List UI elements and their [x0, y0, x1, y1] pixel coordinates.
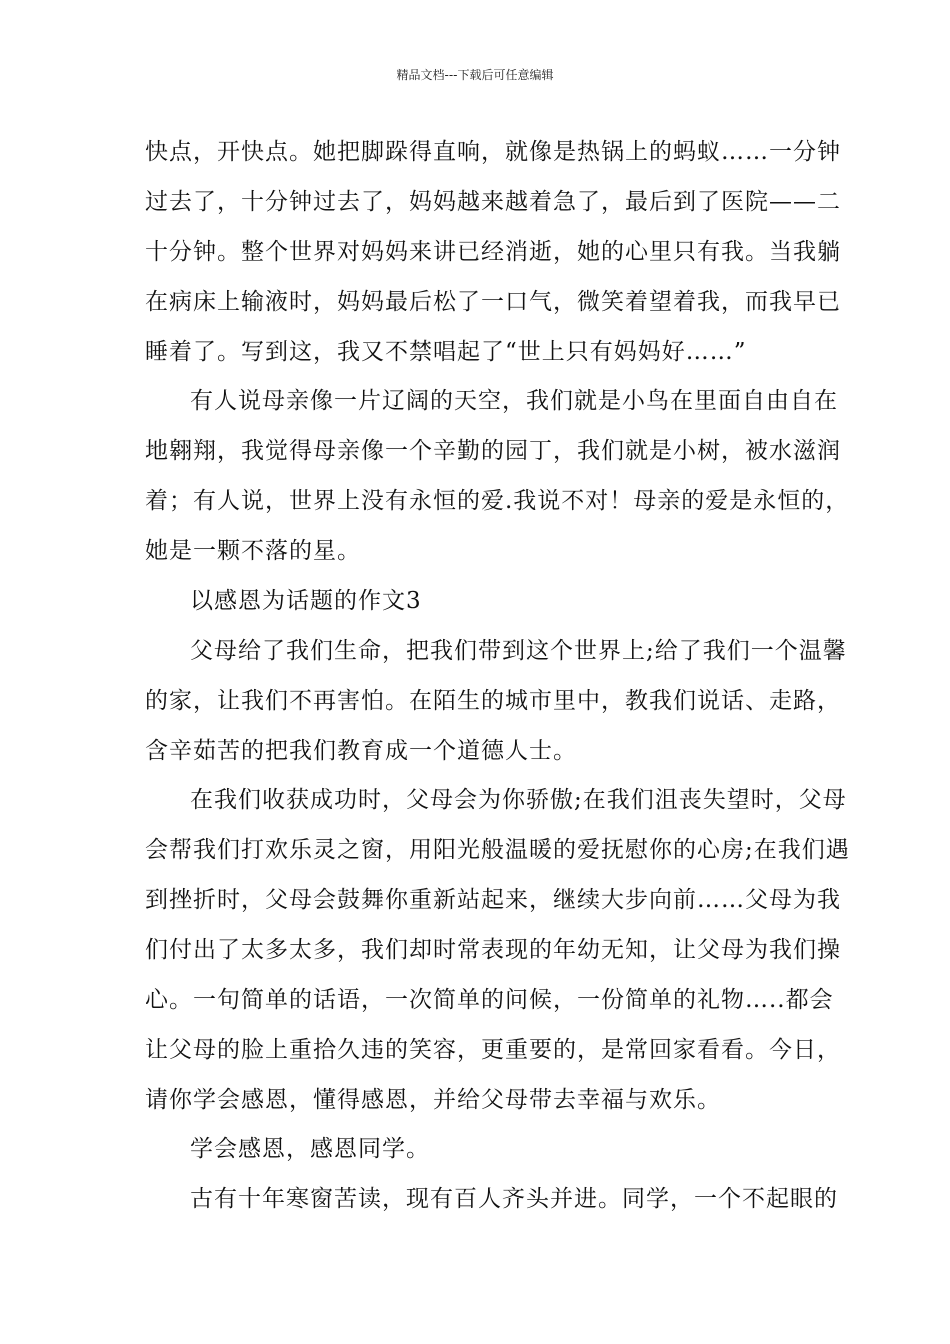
body-line: 到挫折时，父母会鼓舞你重新站起来，继续大步向前……父母为我: [145, 887, 841, 913]
body-line: 含辛茹苦的把我们教育成一个道德人士。: [145, 738, 577, 764]
body-line: 睡着了。写到这，我又不禁唱起了“世上只有妈妈好……”: [145, 339, 747, 365]
body-line: 在病床上输液时，妈妈最后松了一口气，微笑着望着我，而我早已: [145, 289, 841, 315]
body-line: 在我们收获成功时，父母会为你骄傲;在我们沮丧失望时，父母: [190, 787, 847, 813]
body-line: 她是一颗不落的星。: [145, 538, 361, 564]
body-line: 十分钟。整个世界对妈妈来讲已经消逝，她的心里只有我。当我躺: [145, 239, 841, 265]
body-line: 有人说母亲像一片辽阔的天空，我们就是小鸟在里面自由自在: [190, 388, 838, 414]
body-line: 古有十年寒窗苦读，现有百人齐头并进。同学，一个不起眼的: [190, 1186, 838, 1212]
body-line: 地翱翔，我觉得母亲像一个辛勤的园丁，我们就是小树，被水滋润: [145, 438, 841, 464]
body-line: 会帮我们打欢乐灵之窗，用阳光般温暖的爱抚慰你的心房;在我们遇: [145, 837, 850, 863]
body-line: 学会感恩，感恩同学。: [190, 1136, 430, 1162]
body-line: 让父母的脸上重拾久违的笑容，更重要的，是常回家看看。今日，: [145, 1037, 841, 1063]
body-line: 心。一句简单的话语，一次简单的问候，一份简单的礼物…..都会: [145, 987, 834, 1013]
body-line: 快点，开快点。她把脚跺得直响，就像是热锅上的蚂蚁……一分钟: [145, 139, 841, 165]
section-title: 以感恩为话题的作文3: [190, 588, 422, 614]
body-line: 们付出了太多太多，我们却时常表现的年幼无知，让父母为我们操: [145, 937, 841, 963]
page-header: 精品文档---下载后可任意编辑: [396, 68, 554, 82]
body-line: 请你学会感恩，懂得感恩，并给父母带去幸福与欢乐。: [145, 1087, 721, 1113]
body-line: 的家，让我们不再害怕。在陌生的城市里中，教我们说话、走路，: [145, 688, 841, 714]
body-line: 着；有人说，世界上没有永恒的爱.我说不对！母亲的爱是永恒的，: [145, 488, 850, 514]
body-line: 过去了，十分钟过去了，妈妈越来越着急了，最后到了医院——二: [145, 189, 841, 215]
body-line: 父母给了我们生命，把我们带到这个世界上;给了我们一个温馨: [190, 638, 847, 664]
